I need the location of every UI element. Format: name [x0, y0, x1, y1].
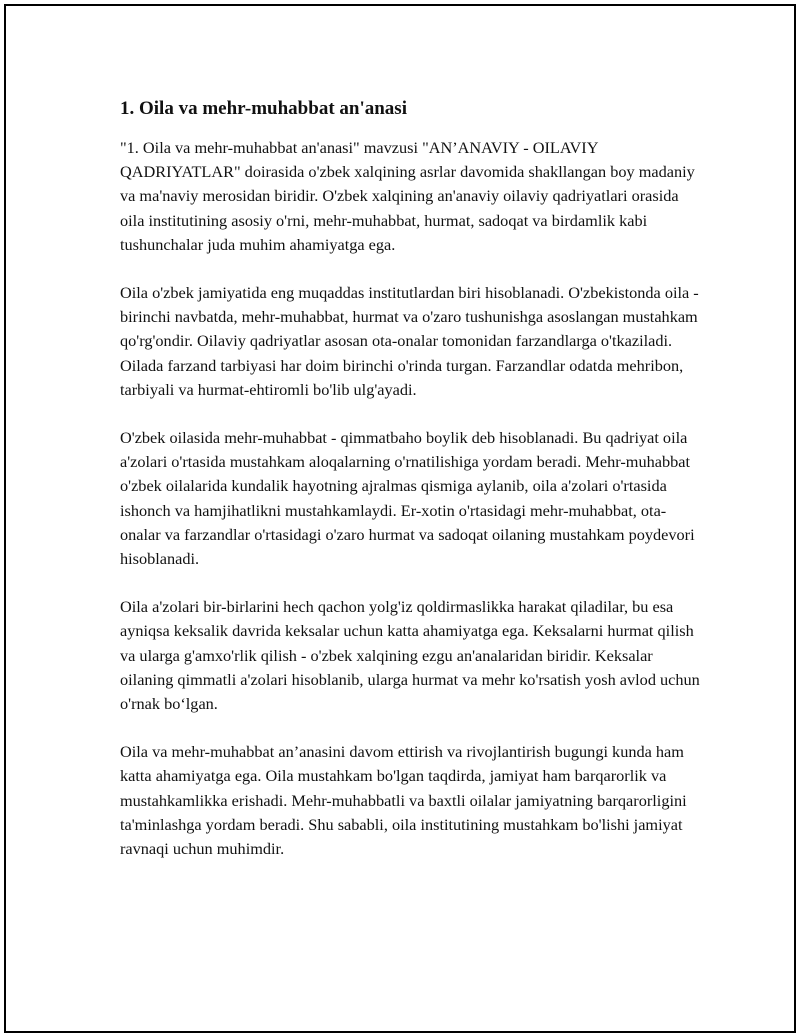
paragraph-4: Oila a'zolari bir-birlarini hech qachon yolg'iz qoldirmaslikka harakat qiladilar, bu esa ayniqsa keksalik davrida keksalar uchun katta ahamiyatga ega. Keksalarni hurmat qilish va ularga g'amxo'rlik qilish - o'zbek xalqining ezgu an'analaridan biridir. Keksalar oilaning qimmatli a'zolari hisoblanib, ularga hurmat va mehr ko'rsatish yosh avlod uchun o'rnak bo‘lgan.: [120, 597, 700, 714]
paragraph-3: O'zbek oilasida mehr-muhabbat - qimmatbaho boylik deb hisoblanadi. Bu qadriyat oila a'zolari o'rtasida mustahkam aloqalarning o'rnatilishiga yordam beradi. Mehr-muhabbat o'zbek oilalarida kundalik hayotning ajralmas qismiga aylanib, oila a'zolari o'rtasida ishonch va hamjihatlikni mustahkamlaydi. Er-xotin o'rtasidagi mehr-muhabbat, ota-onalar va farzandlar o'rtasidagi o'zaro hurmat va sadoqat oilaning mustahkam poydevori hisoblanadi.: [120, 428, 695, 569]
paragraph-1: "1. Oila va mehr-muhabbat an'anasi" mavzusi "AN’ANAVIY - OILAVIY QADRIYATLAR" doirasida o'zbek xalqining asrlar davomida shakllangan boy madaniy va ma'naviy merosidan biridir. O'zbek xalqining an'anaviy oilaviy qadriyatlari orasida oila institutining asosiy o'rni, mehr-muhabbat, hurmat, sadoqat va birdamlik kabi tushunchalar juda muhim ahamiyatga ega.: [120, 138, 695, 254]
paragraph-5: Oila va mehr-muhabbat an’anasini davom ettirish va rivojlantirish bugungi kunda ham katta ahamiyatga ega. Oila mustahkam bo'lgan taqdirda, jamiyat ham barqarorlik va mustahkamlikka erishadi. Mehr-muhabbatli va baxtli oilalar jamiyatning barqarorligini ta'minlashga yordam beradi. Shu sababli, oila institutining mustahkam bo'lishi jamiyat ravnaqi uchun muhimdir.: [120, 742, 687, 859]
paragraph-2: Oila o'zbek jamiyatida eng muqaddas institutlardan biri hisoblanadi. O'zbekistonda oila - birinchi navbatda, mehr-muhabbat, hurmat va o'zaro tushunishga asoslangan mustahkam qo'rg'ondir. Oilaviy qadriyatlar asosan ota-onalar tomonidan farzandlarga o'tkaziladi. Oilada farzand tarbiyasi har doim birinchi o'rinda turgan. Farzandlar odatda mehribon, tarbiyali va hurmat-ehtiromli bo'lib ulg'ayadi.: [120, 283, 699, 399]
document-title: 1. Oila va mehr-muhabbat an'anasi: [120, 98, 407, 119]
page-border: [4, 4, 796, 1033]
document-body: [120, 94, 700, 885]
